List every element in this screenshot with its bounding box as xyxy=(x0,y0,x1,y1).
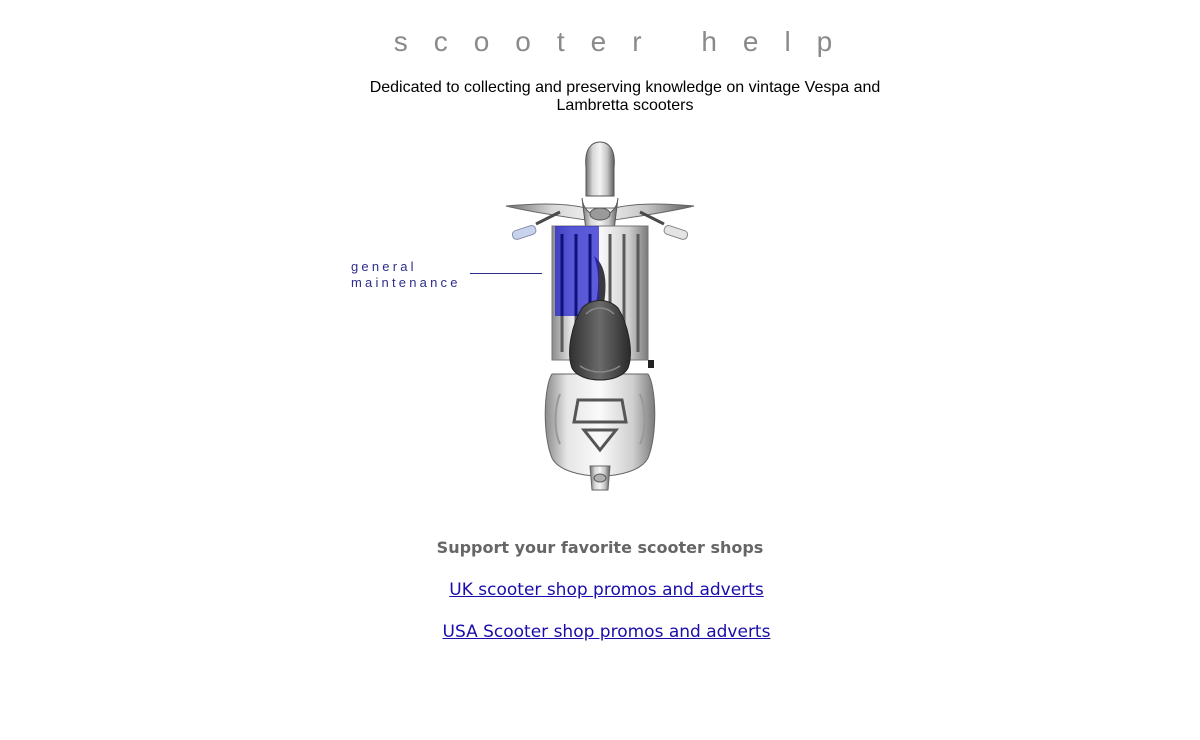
general-maintenance-label-line1: general xyxy=(351,259,417,274)
general-maintenance-label-line2: maintenance xyxy=(351,275,461,290)
usa-shop-promos-link[interactable]: USA Scooter shop promos and adverts xyxy=(442,622,771,642)
site-tagline: Dedicated to collecting and preserving knowledge on vintage Vespa and Lambretta scooters xyxy=(369,79,881,114)
general-maintenance-link[interactable] xyxy=(351,259,461,291)
scooter-illustration xyxy=(500,138,700,500)
uk-shop-promos-link[interactable]: UK scooter shop promos and adverts xyxy=(449,580,764,600)
scooter-image-map[interactable] xyxy=(500,138,700,500)
site-title: scooter help xyxy=(393,26,859,57)
shops-heading: Support your favorite scooter shops xyxy=(436,538,764,557)
